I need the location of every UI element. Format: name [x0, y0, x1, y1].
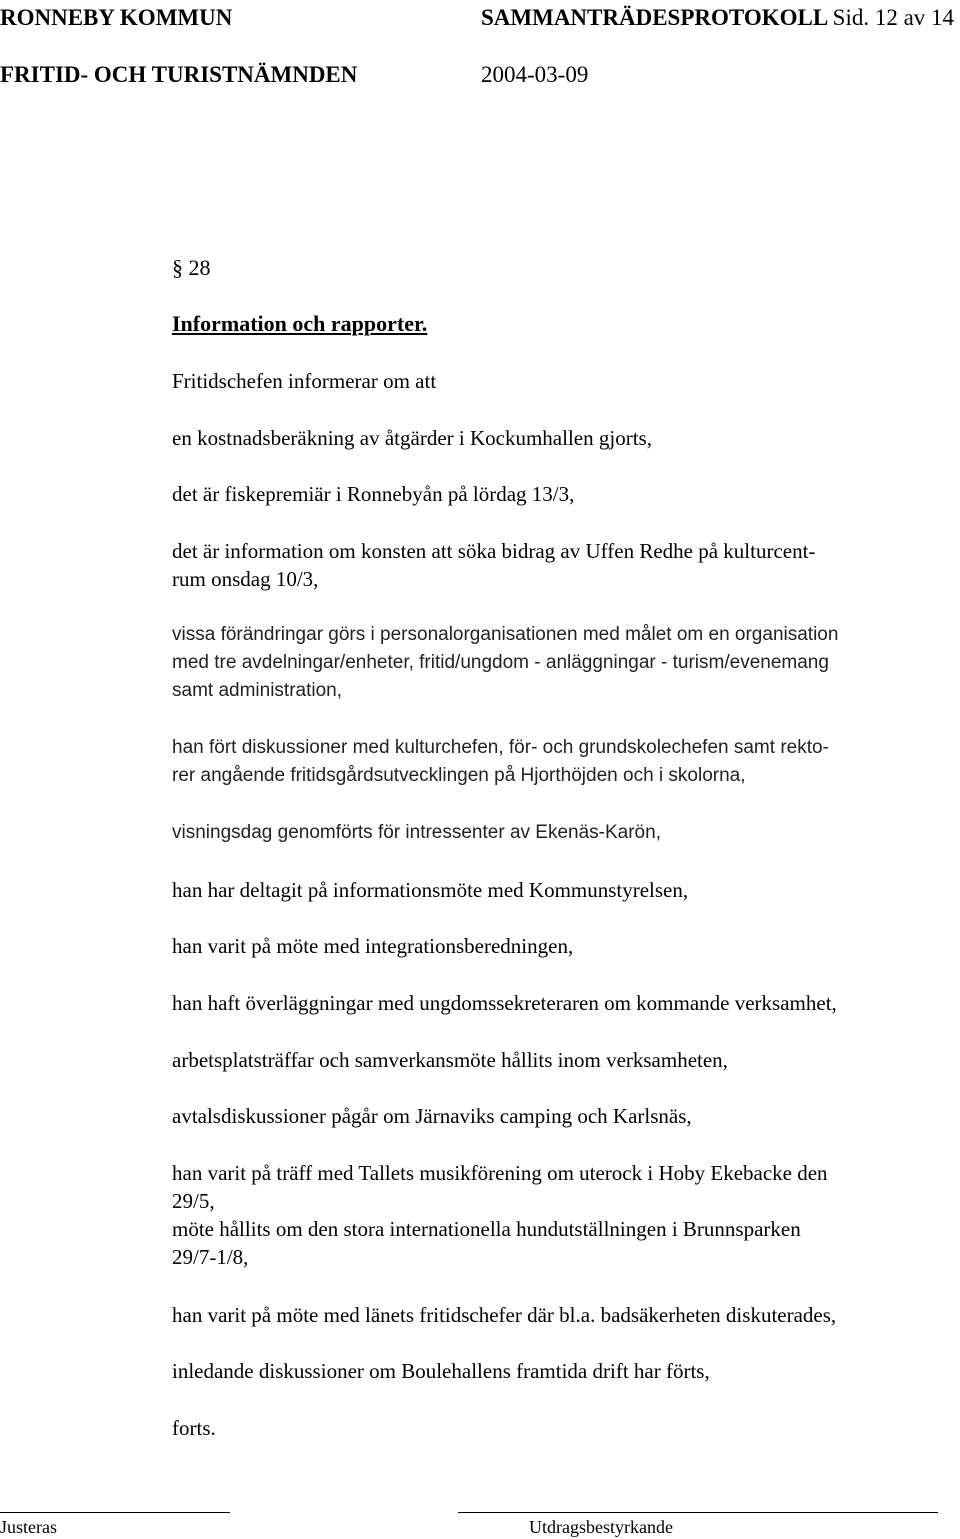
continuation-note	[172, 1414, 948, 1442]
text-line: han varit på träff med Tallets musikförening om uterock i Hoby Ekebacke den	[172, 1161, 828, 1185]
municipality-name: RONNEBY KOMMUN	[0, 5, 233, 30]
text-line: 29/5,	[172, 1189, 215, 1213]
info-item	[172, 819, 948, 847]
text-line: han fört diskussioner med kulturchefen, för- och grundskolechefen samt rekto-	[172, 737, 829, 758]
info-item	[172, 1046, 948, 1074]
info-item	[172, 424, 948, 452]
text-line: vissa förändringar görs i personalorganisationen med målet om en organisation	[172, 624, 839, 645]
info-item	[172, 932, 948, 960]
text-line: han haft överläggningar med ungdomssekreteraren om kommande verksamhet,	[172, 991, 837, 1015]
text-line: med tre avdelningar/enheter, fritid/ungdom - anläggningar - turism/evenemang	[172, 652, 829, 673]
text-line: inledande diskussioner om Boulehallens framtida drift har förts,	[172, 1359, 710, 1383]
board-name: FRITID- OCH TURISTNÄMNDEN	[0, 62, 358, 87]
section-title: Information och rapporter.	[172, 311, 428, 336]
text-line: visningsdag genomförts för intressenter av Ekenäs-Karön,	[172, 822, 661, 843]
info-item	[172, 1102, 948, 1130]
text-line: en kostnadsberäkning av åtgärder i Kockumhallen gjorts,	[172, 426, 652, 450]
info-item	[172, 734, 948, 790]
section-number: § 28	[172, 255, 211, 280]
footer-divider-right	[458, 1512, 938, 1513]
info-item	[172, 876, 948, 904]
text-line: samt administration,	[172, 680, 343, 701]
text-line: han varit på möte med länets fritidschefer där bl.a. badsäkerheten diskuterades,	[172, 1303, 837, 1327]
info-item	[172, 1357, 948, 1385]
info-item	[172, 989, 948, 1017]
text-line: det är fiskepremiär i Ronnebyån på lördag 13/3,	[172, 482, 575, 506]
text-line: det är information om konsten att söka bidrag av Uffen Redhe på kulturcent-	[172, 539, 816, 563]
text-line: han har deltagit på informationsmöte med Kommunstyrelsen,	[172, 878, 689, 902]
protocol-heading	[481, 4, 954, 32]
text-line: rer angående fritidsgårdsutvecklingen på Hjorthöjden och i skolorna,	[172, 765, 746, 786]
protocol-title: SAMMANTRÄDESPROTOKOLL	[481, 5, 827, 30]
intro-paragraph	[172, 367, 948, 395]
info-item	[172, 480, 948, 508]
text-line: han varit på möte med integrationsberedningen,	[172, 934, 574, 958]
text-line: rum onsdag 10/3,	[172, 567, 319, 591]
page-number: Sid. 12 av 14	[832, 5, 955, 30]
text-line: Fritidschefen informerar om att	[172, 369, 437, 393]
footer-utdragsbestyrkande: Utdragsbestyrkande	[529, 1517, 673, 1537]
info-item	[172, 1159, 948, 1271]
footer-divider-left	[0, 1512, 230, 1513]
footer-justeras: Justeras	[0, 1517, 57, 1537]
info-item	[172, 621, 948, 705]
info-item	[172, 1301, 948, 1329]
text-line: möte hållits om den stora internationella hundutställningen i Brunnsparken	[172, 1217, 801, 1241]
text-line: 29/7-1/8,	[172, 1245, 249, 1269]
text-line: arbetsplatsträffar och samverkansmöte hållits inom verksamheten,	[172, 1048, 728, 1072]
info-item	[172, 537, 948, 593]
text-line: avtalsdiskussioner pågår om Järnaviks camping och Karlsnäs,	[172, 1104, 692, 1128]
text-line: forts.	[172, 1416, 216, 1440]
meeting-date: 2004-03-09	[481, 62, 589, 87]
